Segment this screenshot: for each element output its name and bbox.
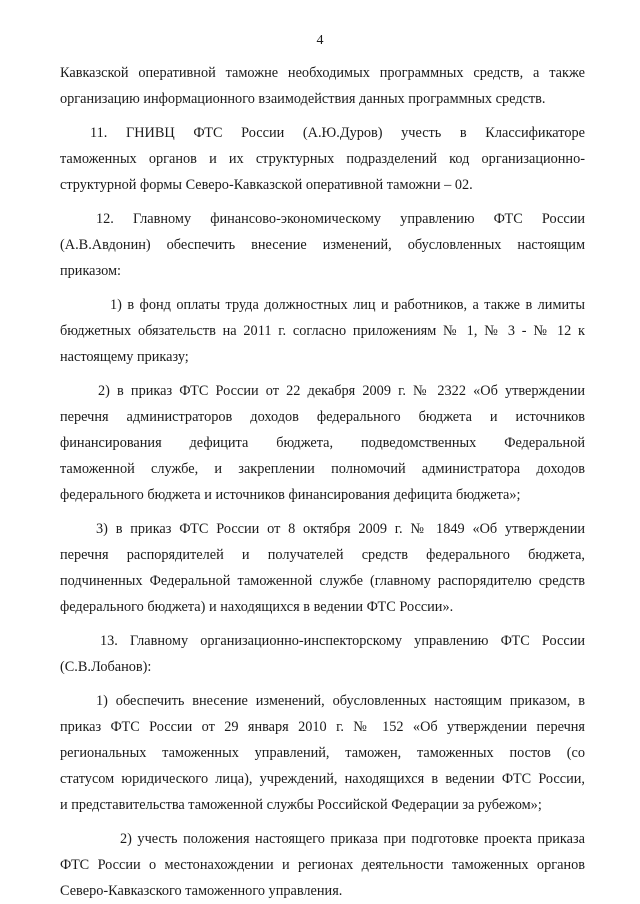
paragraph-line: 3) в приказ ФТС России от 8 октября 2009 г. № 1849 «Об утверждении [96, 521, 585, 537]
paragraph-line: перечня распорядителей и получателей средств федерального бюджета, [60, 547, 585, 563]
paragraph-item-12-2 [60, 378, 585, 508]
paragraph-line: 2) учесть положения настоящего приказа при подготовке проекта приказа [120, 831, 585, 847]
paragraph-line: финансирования дефицита бюджета, подведомственных Федеральной [60, 435, 585, 451]
paragraph-line: 1) в фонд оплаты труда должностных лиц и работников, а также в лимиты [110, 297, 585, 313]
paragraph-line: перечня администраторов доходов федерального бюджета и источников [60, 409, 585, 425]
paragraph-line: организацию информационного взаимодействия данных программных средств. [60, 91, 546, 107]
paragraph-item-12 [60, 206, 585, 284]
paragraph-line: федерального бюджета) и находящихся в ведении ФТС России». [60, 599, 454, 615]
paragraph-line: бюджетных обязательств на 2011 г. согласно приложениям № 1, № 3 - № 12 к [60, 323, 585, 339]
paragraph-item-13-1 [60, 688, 585, 818]
paragraph-line: Кавказской оперативной таможне необходимых программных средств, а также [60, 65, 585, 81]
paragraph-line: федерального бюджета и источников финансирования дефицита бюджета»; [60, 487, 521, 503]
paragraph-line: настоящему приказу; [60, 349, 189, 365]
paragraph-line: 11. ГНИВЦ ФТС России (А.Ю.Дуров) учесть в Классификаторе [90, 125, 585, 141]
paragraph-line: (А.В.Авдонин) обеспечить внесение изменений, обусловленных настоящим [60, 237, 585, 253]
paragraph-line: ФТС России о местонахождении и регионах деятельности таможенных органов [60, 857, 585, 873]
paragraph-line: региональных таможенных управлений, таможен, таможенных постов (со [60, 745, 585, 761]
paragraph-continuation [60, 60, 585, 112]
paragraph-item-13 [60, 628, 585, 680]
paragraph-line: 13. Главному организационно-инспекторскому управлению ФТС России [100, 633, 585, 649]
paragraph-item-11 [60, 120, 585, 198]
paragraph-line: приказ ФТС России от 29 января 2010 г. № 152 «Об утверждении перечня [60, 719, 585, 735]
page-number: 4 [316, 33, 324, 48]
paragraph-line: приказом: [60, 263, 121, 279]
paragraph-line: 12. Главному финансово-экономическому управлению ФТС России [96, 211, 585, 227]
paragraph-line: подчиненных Федеральной таможенной службе (главному распорядителю средств [60, 573, 585, 589]
paragraph-line: 1) обеспечить внесение изменений, обусловленных настоящим приказом, в [96, 693, 585, 709]
paragraph-line: (С.В.Лобанов): [60, 659, 152, 675]
paragraph-line: таможенных органов и их структурных подразделений код организационно- [60, 151, 585, 167]
paragraph-line: структурной формы Северо-Кавказской оперативной таможни – 02. [60, 177, 473, 193]
paragraph-line: 2) в приказ ФТС России от 22 декабря 2009 г. № 2322 «Об утверждении [98, 383, 585, 399]
paragraph-line: таможенной службе, и закреплении полномочий администратора доходов [60, 461, 585, 477]
paragraph-line: Северо-Кавказского таможенного управления. [60, 883, 343, 899]
document-body [60, 60, 585, 904]
paragraph-line: и представительства таможенной службы Российской Федерации за рубежом»; [60, 797, 542, 813]
paragraph-line: статусом юридического лица), учреждений, находящихся в ведении ФТС России, [60, 771, 585, 787]
paragraph-item-12-1 [60, 292, 585, 370]
paragraph-item-13-2 [60, 826, 585, 904]
paragraph-item-12-3 [60, 516, 585, 620]
